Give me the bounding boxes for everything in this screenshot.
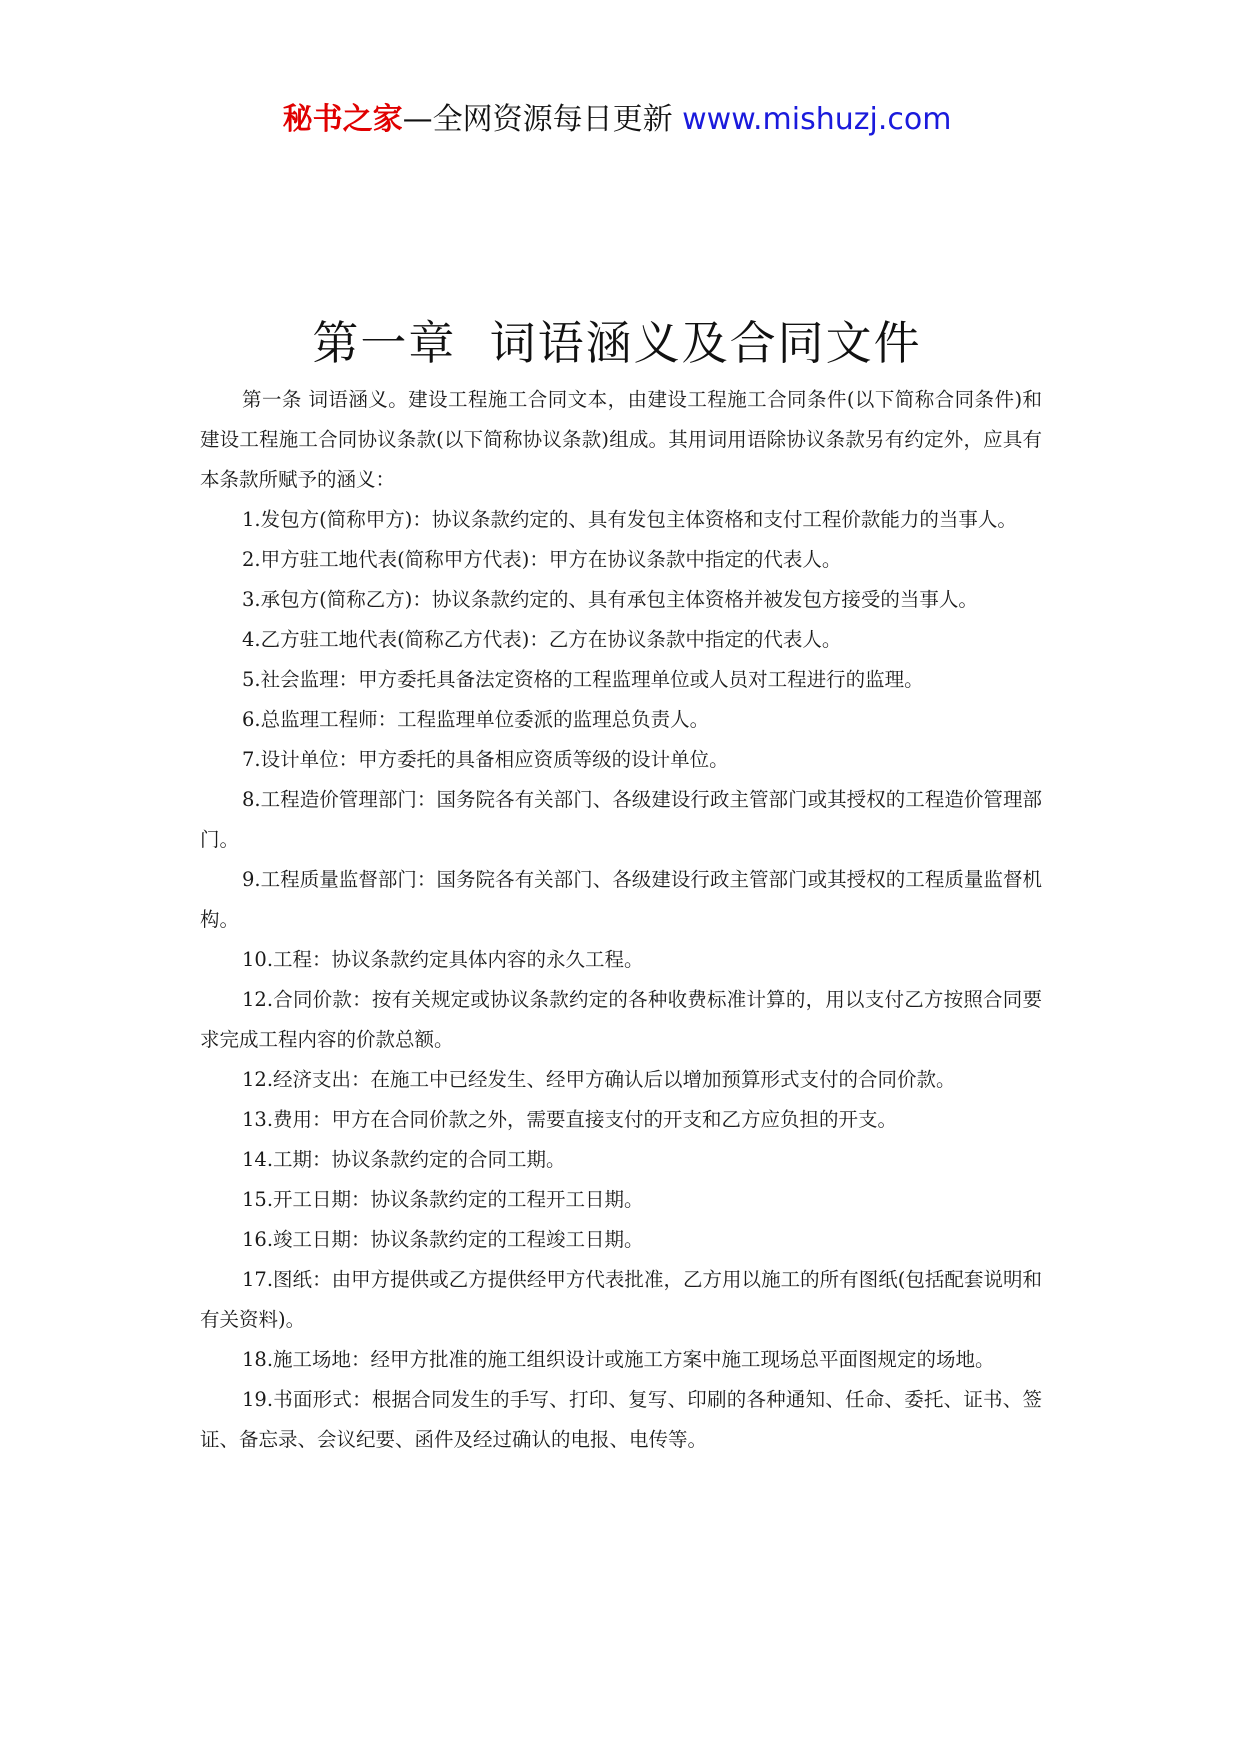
header-tagline: —全网资源每日更新 bbox=[402, 102, 673, 137]
definition-item: 2.甲方驻工地代表(简称甲方代表)：甲方在协议条款中指定的代表人。 bbox=[242, 548, 842, 571]
definition-item: 12.经济支出：在施工中已经发生、经甲方确认后以增加预算形式支付的合同价款。 bbox=[242, 1068, 956, 1091]
definition-item: 4.乙方驻工地代表(简称乙方代表)：乙方在协议条款中指定的代表人。 bbox=[242, 628, 842, 651]
definition-item: 14.工期：协议条款约定的合同工期。 bbox=[242, 1148, 566, 1171]
definition-item: 16.竣工日期：协议条款约定的工程竣工日期。 bbox=[242, 1228, 644, 1251]
definition-item: 5.社会监理：甲方委托具备法定资格的工程监理单位或人员对工程进行的监理。 bbox=[242, 668, 924, 691]
definition-item: 3.承包方(简称乙方)：协议条款约定的、具有承包主体资格并被发包方接受的当事人。 bbox=[242, 588, 978, 611]
definition-item: 17.图纸：由甲方提供或乙方提供经甲方代表批准，乙方用以施工的所有图纸(包括配套说明和有关资料)。 bbox=[200, 1268, 1042, 1331]
definition-item: 12.合同价款：按有关规定或协议条款约定的各种收费标准计算的，用以支付乙方按照合同要求完成工程内容的价款总额。 bbox=[200, 988, 1042, 1051]
website-link[interactable]: www.mishuzj.com bbox=[682, 102, 952, 137]
definition-item: 10.工程：协议条款约定具体内容的永久工程。 bbox=[242, 948, 644, 971]
definition-item: 13.费用：甲方在合同价款之外，需要直接支付的开支和乙方应负担的开支。 bbox=[242, 1108, 898, 1131]
definition-item: 7.设计单位：甲方委托的具备相应资质等级的设计单位。 bbox=[242, 748, 729, 771]
document-body bbox=[200, 380, 1042, 1460]
definition-item: 8.工程造价管理部门：国务院各有关部门、各级建设行政主管部门或其授权的工程造价管理部门。 bbox=[200, 788, 1042, 851]
definition-item: 9.工程质量监督部门：国务院各有关部门、各级建设行政主管部门或其授权的工程质量监督机构。 bbox=[200, 868, 1042, 931]
brand-name: 秘书之家 bbox=[282, 102, 403, 137]
site-header bbox=[0, 100, 1234, 140]
article-1-intro: 第一条 词语涵义。建设工程施工合同文本，由建设工程施工合同条件(以下简称合同条件)和建设工程施工合同协议条款(以下简称协议条款)组成。其用词用语除协议条款另有约定外，应具有本条款所赋予的涵义： bbox=[200, 388, 1042, 491]
definition-item: 18.施工场地：经甲方批准的施工组织设计或施工方案中施工现场总平面图规定的场地。 bbox=[242, 1348, 995, 1371]
definition-item: 6.总监理工程师：工程监理单位委派的监理总负责人。 bbox=[242, 708, 710, 731]
definition-item: 1.发包方(简称甲方)：协议条款约定的、具有发包主体资格和支付工程价款能力的当事人。 bbox=[242, 508, 1017, 531]
definition-item: 15.开工日期：协议条款约定的工程开工日期。 bbox=[242, 1188, 644, 1211]
chapter-title: 第一章 词语涵义及合同文件 bbox=[312, 316, 922, 370]
definition-item: 19.书面形式：根据合同发生的手写、打印、复写、印刷的各种通知、任命、委托、证书、签证、备忘录、会议纪要、函件及经过确认的电报、电传等。 bbox=[200, 1388, 1042, 1451]
